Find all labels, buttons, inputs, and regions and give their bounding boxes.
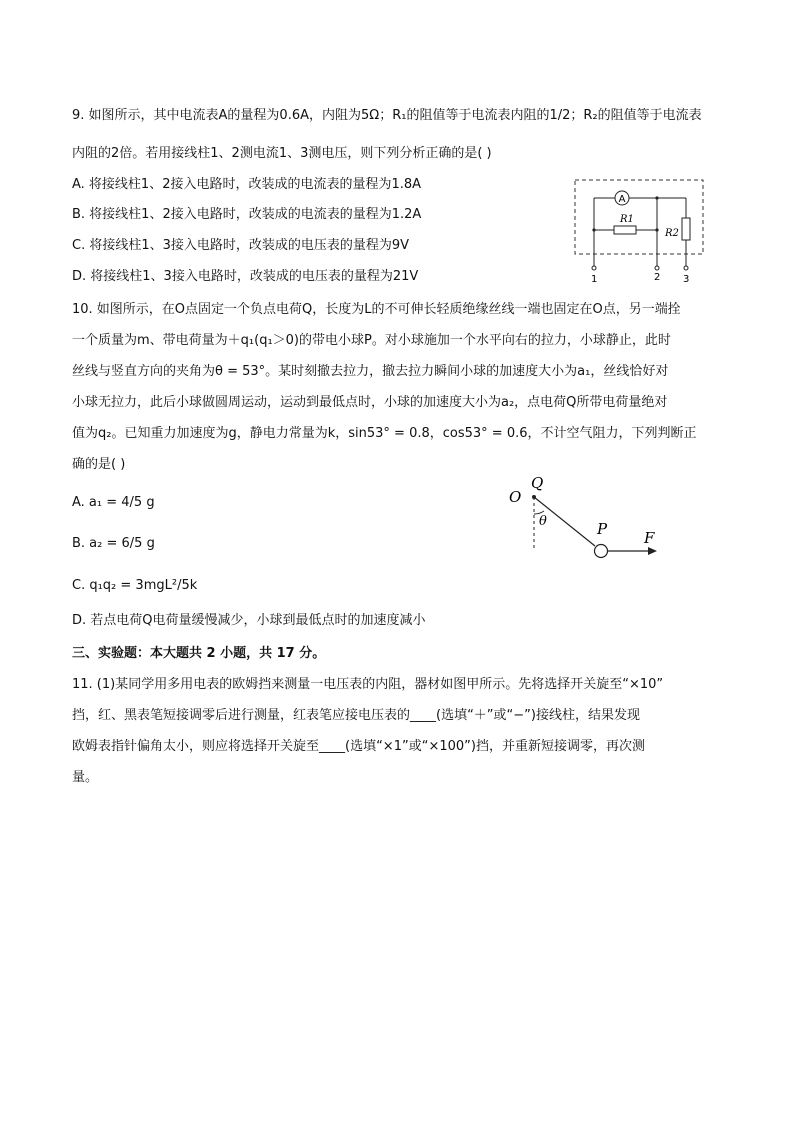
q10-pendulum-diagram [505,470,670,565]
q11-line2: 挡，红、黑表笔短接调零后进行测量，红表笔应接电压表的____(选填“＋”或“−”)接线柱，结果发现 [72,708,640,723]
q10-stem-line2: 一个质量为m、带电荷量为＋q₁(q₁＞0)的带电小球P。对小球施加一个水平向右的拉力，小球静止，此时 [72,333,671,348]
r1-label: R1 [620,214,634,225]
q9-option-a: A. 将接线柱1、2接入电路时，改装成的电流表的量程为1.8A [72,177,422,192]
terminal-1 [592,266,596,270]
q9-option-c: C. 将接线柱1、3接入电路时，改装成的电压表的量程为9V [72,238,410,253]
q10-option-b: B. a₂ = 6/5 g [72,536,155,551]
q10-stem-line3: 丝线与竖直方向的夹角为θ = 53°。某时刻撤去拉力，撤去拉力瞬间小球的加速度大小为a₁，丝线恰好对 [72,364,669,379]
junction-dot [655,196,658,199]
q11-line1: 11. (1)某同学用多用电表的欧姆挡来测量一电压表的内阻，器材如图甲所示。先将选择开关旋至“×10” [72,677,664,692]
label-f: F [644,529,655,547]
label-o: O [509,488,522,506]
q10-stem-line4: 小球无拉力，此后小球做圆周运动，运动到最低点时，小球的加速度大小为a₂，点电荷Q所带电荷量绝对 [72,395,668,410]
q9-stem-line2: 内阻的2倍。若用接线柱1、2测电流1、3测电压，则下列分析正确的是( ) [72,146,492,161]
label-theta: θ [539,514,547,529]
r2-resistor [682,218,690,240]
ball-p [595,545,608,558]
r2-label: R2 [665,228,679,239]
terminal-2-label: 2 [654,272,661,283]
q9-stem-line1: 9. 如图所示，其中电流表A的量程为0.6A，内阻为5Ω；R₁的阻值等于电流表内阻的1/2；R₂的阻值等于电流表 [72,108,702,123]
terminal-3-label: 3 [683,274,690,285]
q11-line4: 量。 [72,770,99,785]
section-heading: 三、实验题：本大题共 2 小题，共 17 分。 [72,646,326,661]
junction-dot [655,228,658,231]
r1-resistor [614,226,636,234]
label-p: P [597,520,608,538]
q10-stem-line6: 确的是( ) [72,457,126,472]
terminal-3 [684,266,688,270]
q11-line3: 欧姆表指针偏角太小，则应将选择开关旋至____(选填“×1”或“×100”)挡，并重新短接调零，再次测 [72,739,645,754]
q9-circuit-diagram [570,178,710,288]
q10-option-d: D. 若点电荷Q电荷量缓慢减少，小球到最低点时的加速度减小 [72,613,426,628]
label-q: Q [531,474,544,492]
q10-option-a: A. a₁ = 4/5 g [72,495,155,510]
q10-stem-line5: 值为q₂。已知重力加速度为g，静电力常量为k，sin53° = 0.8，cos53° = 0.6，不计空气阻力，下列判断正 [72,426,697,441]
ammeter-label: A [618,194,626,205]
terminal-2 [655,266,659,270]
q10-stem-line1: 10. 如图所示，在O点固定一个负点电荷Q，长度为L的不可伸长轻质绝缘丝线一端也固定在O点，另一端拴 [72,302,681,317]
terminal-1-label: 1 [591,274,598,285]
q10-option-c: C. q₁q₂ = 3mgL²/5k [72,578,198,593]
force-arrowhead [648,547,657,555]
q9-option-d: D. 将接线柱1、3接入电路时，改装成的电压表的量程为21V [72,269,419,284]
q9-option-b: B. 将接线柱1、2接入电路时，改装成的电流表的量程为1.2A [72,207,422,222]
